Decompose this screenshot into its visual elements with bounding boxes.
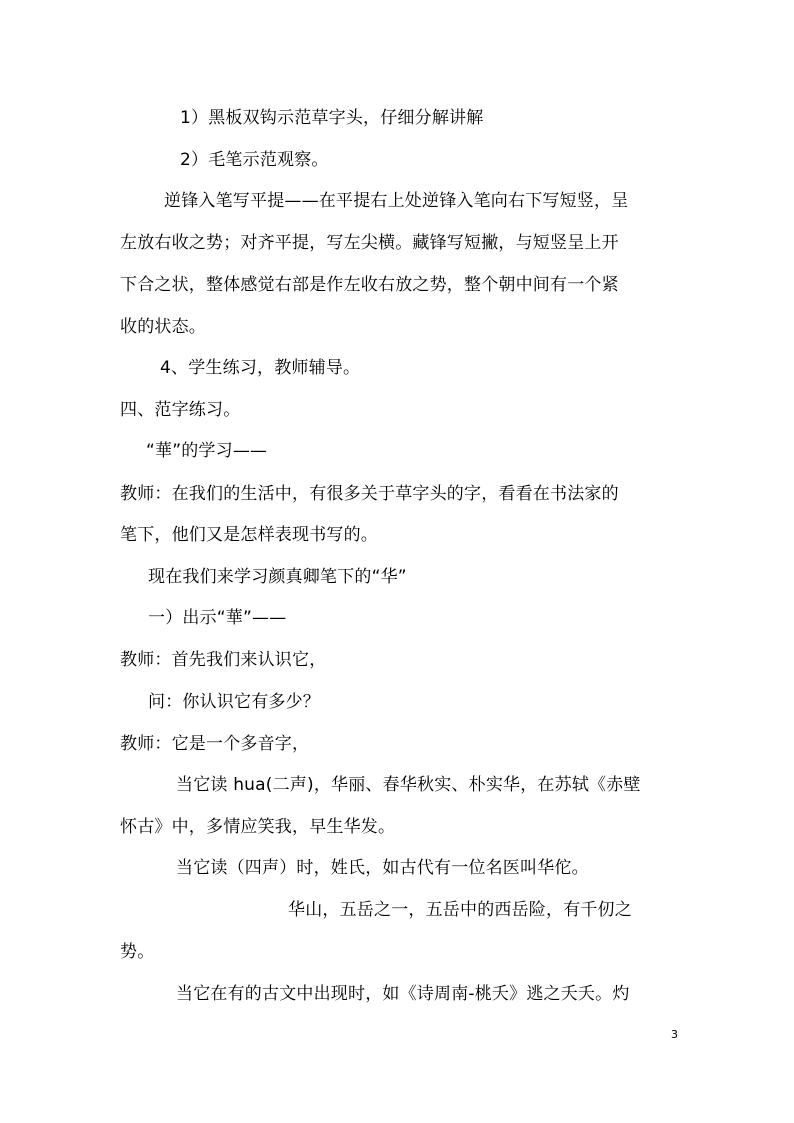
text-line: 左放右收之势；对齐平提，写左尖横。藏锋写短撇，与短竖呈上开 xyxy=(120,233,619,253)
text-line: 逆锋入笔写平提——在平提右上处逆锋入笔向右下写短竖，呈 xyxy=(164,191,629,211)
text-line: 收的状态。 xyxy=(120,317,206,337)
text-line: 当它读（四声）时，姓氏，如古代有一位名医叫华佗。 xyxy=(176,858,589,878)
text-line: 4、学生练习，教师辅导。 xyxy=(160,358,361,378)
page-number: 3 xyxy=(671,1028,678,1041)
text-line: 问：你认识它有多少？ xyxy=(148,692,320,712)
text-line: 当它读 hua(二声)，华丽、春华秋实、朴实华，在苏轼《赤壁 xyxy=(176,775,641,795)
text-line: 笔下，他们又是怎样表现书写的。 xyxy=(120,525,378,545)
text-line: 势。 xyxy=(120,942,155,962)
text-line: 教师：它是一个多音字， xyxy=(120,734,310,754)
section-heading: 四、范字练习。 xyxy=(120,400,241,420)
text-line: “華”的学习—— xyxy=(146,441,268,461)
text-line: 2）毛笔示范观察。 xyxy=(180,150,329,170)
text-line: 怀古》中，多情应笑我，早生华发。 xyxy=(120,817,396,837)
text-line: 下合之状，整体感觉右部是作左收右放之势，整个朝中间有一个紧 xyxy=(120,275,619,295)
text-line: 现在我们来学习颜真卿笔下的“华” xyxy=(148,567,407,587)
text-line: 1）黑板双钩示范草字头，仔细分解讲解 xyxy=(180,108,484,128)
text-line: 教师：首先我们来认识它， xyxy=(120,650,327,670)
text-line: 当它在有的古文中出现时，如《诗周南-桃夭》逃之夭夭。灼 xyxy=(176,984,630,1004)
text-line: 教师：在我们的生活中，有很多关于草字头的字，看看在书法家的 xyxy=(120,484,619,504)
text-line: 一）出示“華”—— xyxy=(148,608,287,628)
text-line: 华山，五岳之一，五岳中的西岳险，有千仞之 xyxy=(288,900,632,920)
